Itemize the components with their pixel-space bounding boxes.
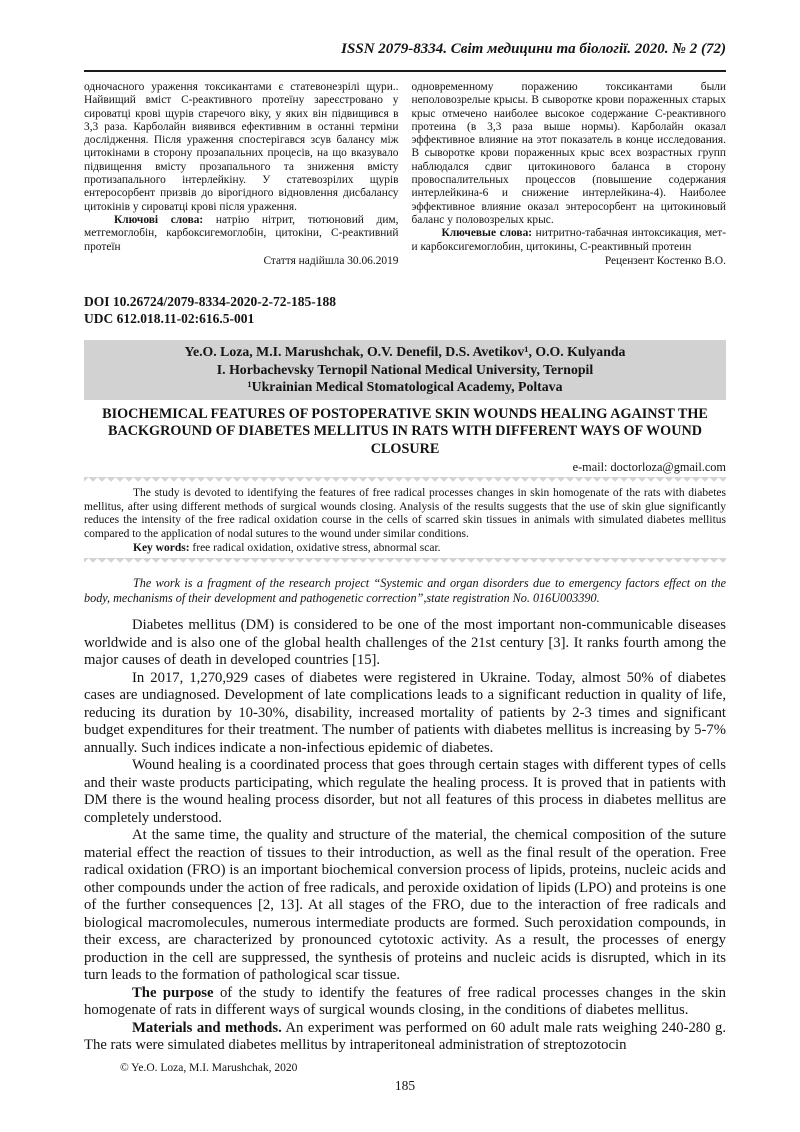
right-keywords-text: нитритно-табачная интоксикация, мет- и карбоксигемоглобин, цитокины, С-реактивный протеин: [411, 227, 726, 253]
materials-text: An experiment was performed on 60 adult male rats weighing 240-280 g. The rats were simulated diabetes mellitus by intraperitoneal administration of streptozotocin: [84, 1019, 726, 1054]
left-keywords-paragraph: [84, 214, 399, 254]
left-keywords-label: Ключові слова:: [114, 213, 204, 226]
english-keywords-text: free radical oxidation, oxidative stress, abnormal scar.: [189, 541, 441, 554]
right-keywords-label: Ключевые слова:: [441, 227, 533, 240]
reviewer-line: Рецензент Костенко В.О.: [604, 254, 726, 267]
body-paragraph-1: Diabetes mellitus (DM) is considered to be one of the most important non-communicable diseases worldwide and is also one of the global health challenges of the 21st century [3]. It ranks fourth among the major causes of death in developed countries [15].: [84, 617, 726, 669]
doi-line: DOI 10.26724/2079-8334-2020-2-72-185-188: [84, 294, 336, 310]
authors-banner: [84, 340, 726, 400]
article-title: BIOCHEMICAL FEATURES OF POSTOPERATIVE SKIN WOUNDS HEALING AGAINST THE BACKGROUND OF DIABETES MELLITUS IN RATS WITH DIFFERENT WAYS OF WOUND CLOSURE: [102, 405, 708, 457]
purpose-label: The purpose: [132, 984, 214, 1001]
journal-header: [84, 40, 726, 72]
right-column-russian: [412, 81, 727, 268]
issn-line: ISSN 2079-8334. Світ медицини та біології. 2020. № 2 (72): [84, 40, 726, 72]
body-paragraph-materials: [84, 1020, 726, 1055]
identifiers-block: [84, 293, 726, 327]
body-paragraph-4: At the same time, the quality and structure of the material, the chemical composition of the suture material effect the reaction of tissues to their introduction, as well as the final result of the operation. Free radical oxidation (FRO) is an important biochemical conversion process of lipids, proteins, nucleic acids and other compounds under the action of free radicals, and peroxide oxidation of lipids (LPO) and proteins is one of the further consequences [2, 13]. At all stages of the FRO, due to the interaction of free radicals and biological macromolecules, numerous intermediate products are formed. Such peroxidation compounds, in their excess, are characterized by pronounced cytotoxic activity. As a result, the processes of energy production in the cell are suppressed, the synthesis of proteins and nucleic acids is disrupted, which in its turn leads to the formation of pathological scar tissue.: [84, 827, 726, 984]
materials-label: Materials and methods.: [132, 1019, 282, 1036]
right-keywords-paragraph: [412, 227, 727, 254]
authors-line: Ye.O. Loza, M.I. Marushchak, O.V. Denefil, D.S. Avetikov¹, O.O. Kulyanda: [184, 344, 626, 360]
purpose-text: of the study to identify the features of free radical processes changes in the skin homogenate of rats in different ways of surgical wounds closing, in the conditions of diabetes mellitus.: [84, 984, 727, 1019]
english-keywords-line: [84, 542, 726, 556]
left-column-ukrainian: [84, 81, 399, 268]
zigzag-divider-top: [84, 477, 726, 484]
article-body: [84, 617, 726, 1055]
udc-line: UDC 612.018.11-02:616.5-001: [84, 311, 255, 327]
left-keywords-text: натрію нітрит, тютюновий дим, метгемоглобін, карбоксигемоглобін, цитокіни, С-реактивний протеїн: [84, 213, 399, 253]
abstract-text: The study is devoted to identifying the features of free radical processes changes in skin homogenate of the rats with diabetes mellitus, after using different methods of surgical wounds closing. Analysis of the results suggests that the use of skin glue significantly reduces the intensity of the free radical oxidation course in the cells of scarred skin tissues in animals with simulated diabetes mellitus compared to the application of nodal sutures to the wound under similar conditions.: [84, 487, 726, 540]
body-paragraph-3: Wound healing is a coordinated process that goes through certain stages with different types of cells and their waste products participating, which regulate the healing process. It is proved that in patients with DM there is the wound healing process disorder, but not all features of this process in diabetes mellitus are completely understood.: [84, 757, 726, 826]
body-paragraph-purpose: [84, 985, 726, 1020]
affiliation-line-2: ¹Ukrainian Medical Stomatological Academy, Poltava: [247, 379, 563, 395]
email-line: e-mail: doctorloza@gmail.com: [572, 460, 726, 475]
right-column-body: одновременному поражению токсикантами были неполовозрелые крысы. В сыворотке крови пораженных старых крыс отмечено наиболее высокое содержание С-реактивного протеина (в 3,3 раза выше нормы). Карболайн оказал эффективное влияние на этот показатель в конце исследования. В сыворотке крови пораженных крыс всех возрастных групп наблюдался сдвиг цитокинового баланса в сторону провоспалительных процессов (повышение содержания интерлейкина-6 и снижение интерлейкина-4). Наиболее эффективное влияние оказал энтеросорбент на цитокиновый баланс у половозрелых крыс.: [411, 81, 726, 226]
body-paragraph-2: In 2017, 1,270,929 cases of diabetes were registered in Ukraine. Today, almost 50% of diabetes cases are undiagnosed. Development of late complications leads to a significant reduction in quality of life, reducing its duration by 10-30%, disability, increased mortality of patients by 2-3 times and significant budget expenditures for their treatment. The number of patients with diabetes mellitus is increasing by 5-7% annually. Such indices indicate a non-infectious epidemic of diabetes.: [84, 669, 726, 756]
received-date: Стаття надійшла 30.06.2019: [263, 254, 399, 267]
english-keywords-label: Key words:: [133, 541, 190, 554]
research-fragment-note: The work is a fragment of the research project “Systemic and organ disorders due to emergency factors effect on the body, mechanisms of their development and pathogenetic correction”,state registration No. 016U003390.: [84, 576, 726, 606]
left-column-body: одночасного ураження токсикантами є статевонезрілі щури.. Найвищий вміст С-реактивного протеїну зареєстровано у сироватці крові щурів старечого віку, у яких він підвищився в 3,3 раза. Карболайн виявився ефективним в останні терміни дослідження. Після ураження спостерігався зсув балансу між цитокінами в сторону прозапальних процесів, на що вказувало підвищення вмісту прозапального та зниження вмісту протизапального інтерлейкіну. У статевозрілих щурів ентеросорбент призвів до вірогідного відновлення дисбалансу цитокінів у сироватці крові після ураження.: [84, 81, 399, 213]
page-number: 185: [394, 1077, 416, 1093]
resume-two-columns: [84, 81, 726, 268]
affiliation-line-1: I. Horbachevsky Ternopil National Medical University, Ternopil: [216, 361, 594, 377]
abstract-section: [84, 487, 726, 555]
copyright-line: © Ye.O. Loza, M.I. Marushchak, 2020: [120, 1061, 298, 1074]
zigzag-divider-bottom: [84, 558, 726, 565]
page-footer: [84, 1062, 726, 1094]
